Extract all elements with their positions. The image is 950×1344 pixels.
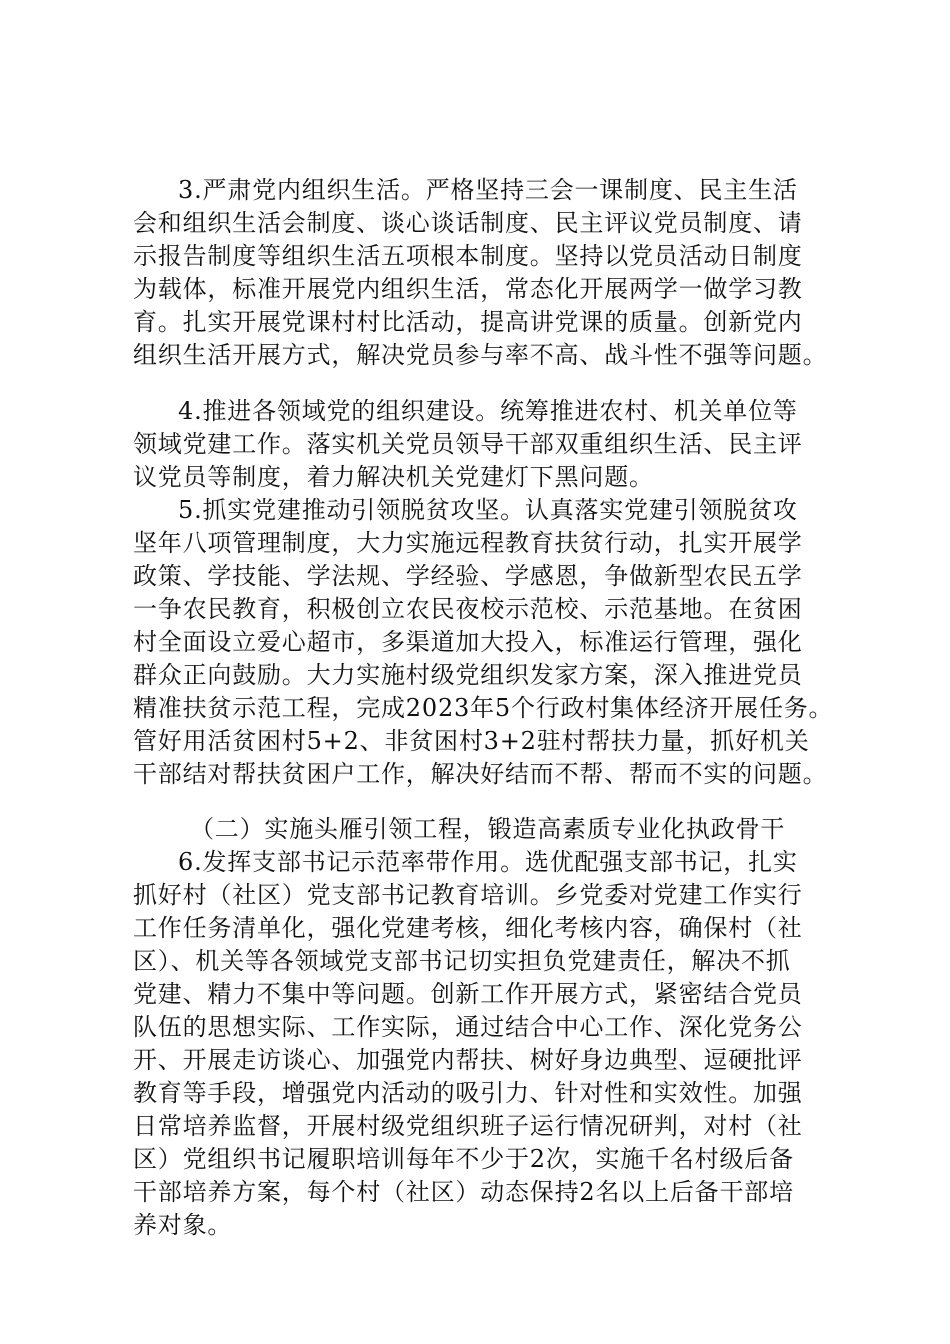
paragraph-3-line-4: 为载体，标准开展党内组织生活，常态化开展两学一做学习教 xyxy=(133,275,803,303)
paragraph-5-line-2: 坚年八项管理制度，大力实施远程教育扶贫行动，扎实开展学 xyxy=(133,529,803,557)
paragraph-6-line-9: 日常培养监督，开展村级党组织班子运行情况研判，对村（社 xyxy=(133,1112,803,1140)
paragraph-6-line-4: 区）、机关等各领域党支部书记切实担负党建责任，解决不抓 xyxy=(133,947,791,975)
paragraph-6-line-8: 教育等手段，增强党内活动的吸引力、针对性和实效性。加强 xyxy=(133,1079,803,1107)
paragraph-5-line-8: 管好用活贫困村5+2、非贫困村3+2驻村帮扶力量，抓好机关 xyxy=(133,727,810,755)
paragraph-5-line-5: 村全面设立爱心超市，多渠道加大投入，标准运行管理，强化 xyxy=(133,628,803,656)
section-heading-2: （二）实施头雁引领工程，锻造高素质专业化执政骨干 xyxy=(190,815,786,843)
paragraph-5-line-7: 精准扶贫示范工程，完成2023年5个行政村集体经济开展任务。 xyxy=(133,694,834,722)
paragraph-5-line-9: 干部结对帮扶贫困户工作，解决好结而不帮、帮而不实的问题。 xyxy=(133,760,828,788)
paragraph-6-line-1: 6.发挥支部书记示范率带作用。选优配强支部书记，扎实 xyxy=(178,848,798,876)
paragraph-4-line-3: 议党员等制度，着力解决机关党建灯下黑问题。 xyxy=(133,463,654,491)
paragraph-6-line-7: 开、开展走访谈心、加强党内帮扶、树好身边典型、逗硬批评 xyxy=(133,1046,803,1074)
paragraph-6-line-2: 抓好村（社区）党支部书记教育培训。乡党委对党建工作实行 xyxy=(133,881,803,909)
paragraph-3-line-5: 育。扎实开展党课村村比活动，提高讲党课的质量。创新党内 xyxy=(133,308,803,336)
paragraph-6-line-10: 区）党组织书记履职培训每年不少于2次，实施千名村级后备 xyxy=(133,1145,794,1173)
paragraph-6-line-11: 干部培养方案，每个村（社区）动态保持2名以上后备干部培 xyxy=(133,1178,794,1206)
paragraph-4-line-1: 4.推进各领域党的组织建设。统筹推进农村、机关单位等 xyxy=(178,397,798,425)
paragraph-6-line-5: 党建、精力不集中等问题。创新工作开展方式，紧密结合党员 xyxy=(133,980,803,1008)
paragraph-5-line-4: 一争农民教育，积极创立农民夜校示范校、示范基地。在贫困 xyxy=(133,595,803,623)
paragraph-3-line-3: 示报告制度等组织生活五项根本制度。坚持以党员活动日制度 xyxy=(133,242,803,270)
paragraph-6-line-3: 工作任务清单化，强化党建考核，细化考核内容，确保村（社 xyxy=(133,914,803,942)
paragraph-5-line-6: 群众正向鼓励。大力实施村级党组织发家方案，深入推进党员 xyxy=(133,661,803,689)
paragraph-5-line-1: 5.抓实党建推动引领脱贫攻坚。认真落实党建引领脱贫攻 xyxy=(178,496,798,524)
paragraph-3-line-1: 3.严肃党内组织生活。严格坚持三会一课制度、民主生活 xyxy=(178,176,798,204)
paragraph-4-line-2: 领域党建工作。落实机关党员领导干部双重组织生活、民主评 xyxy=(133,430,803,458)
paragraph-6-line-6: 队伍的思想实际、工作实际，通过结合中心工作、深化党务公 xyxy=(133,1013,803,1041)
paragraph-5-line-3: 政策、学技能、学法规、学经验、学感恩，争做新型农民五学 xyxy=(133,562,803,590)
paragraph-3-line-2: 会和组织生活会制度、谈心谈话制度、民主评议党员制度、请 xyxy=(133,209,803,237)
paragraph-6-line-12: 养对象。 xyxy=(133,1211,233,1239)
paragraph-3-line-6: 组织生活开展方式，解决党员参与率不高、战斗性不强等问题。 xyxy=(133,341,828,369)
